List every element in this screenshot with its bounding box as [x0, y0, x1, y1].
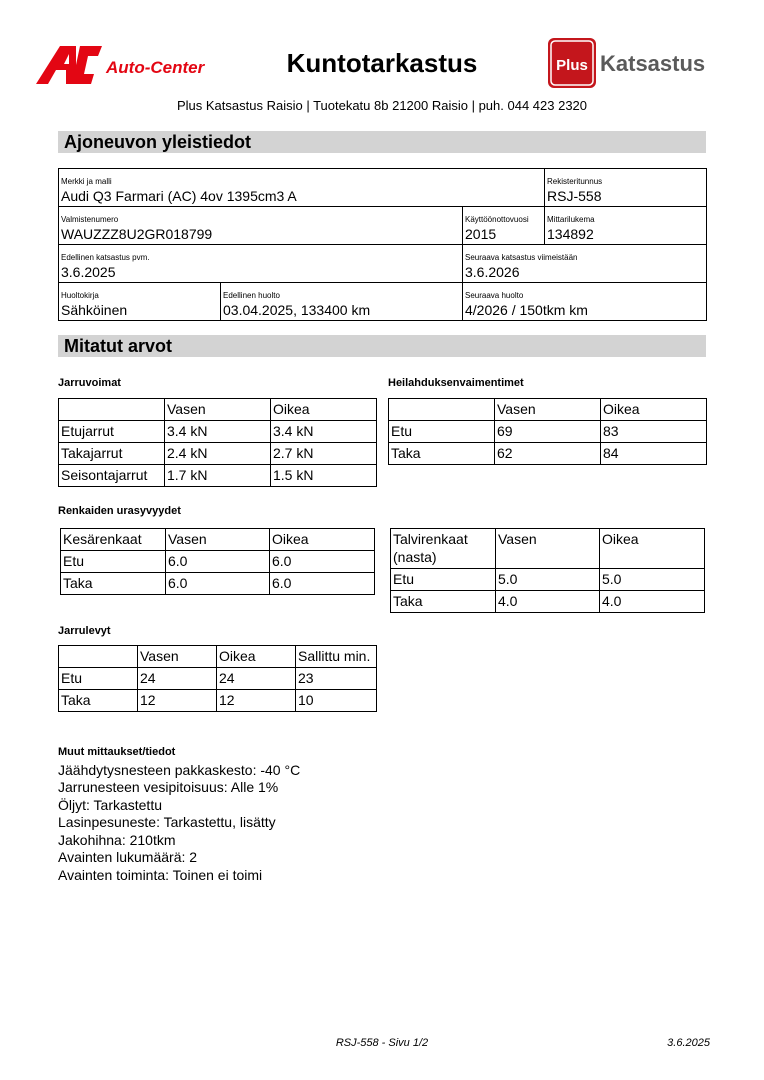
other-line: Jakohihna: 210tkm [58, 831, 176, 848]
brake-discs-table [58, 645, 377, 712]
table-row [59, 668, 377, 690]
next-service-cell [463, 283, 707, 321]
table-cell: 6.0 [270, 551, 375, 573]
next-service-value: 4/2026 / 150tkm km [465, 302, 588, 318]
odometer-cell [545, 207, 707, 245]
brakes-table [58, 398, 377, 487]
header-cell: Sallittu min. [296, 646, 377, 668]
table-row [389, 421, 707, 443]
header-cell [59, 399, 165, 421]
page-title: Kuntotarkastus [286, 48, 478, 78]
table-row [59, 443, 377, 465]
table-cell: 6.0 [166, 573, 270, 595]
reg-cell [545, 169, 707, 207]
header-cell: Oikea [270, 529, 375, 551]
table-header-row [59, 646, 377, 668]
header-cell [389, 399, 495, 421]
row-label: Taka [391, 591, 496, 613]
row-label: Takajarrut [59, 443, 165, 465]
other-measurements-title: Muut mittaukset/tiedot [58, 746, 176, 758]
last-inspection-cell [59, 245, 463, 283]
table-header-row [389, 399, 707, 421]
row-label: Taka [61, 573, 166, 595]
table-row [61, 573, 375, 595]
header-cell: Kesärenkaat [61, 529, 166, 551]
next-inspection-label: Seuraava katsastus viimeistään [465, 253, 578, 262]
table-cell: 6.0 [166, 551, 270, 573]
vin-cell [59, 207, 463, 245]
table-row [61, 551, 375, 573]
service-book-cell [59, 283, 221, 321]
table-cell: 6.0 [270, 573, 375, 595]
vehicle-info-grid [58, 168, 707, 321]
header-cell: Vasen [496, 529, 600, 569]
table-cell: 4.0 [600, 591, 705, 613]
table-row [59, 465, 377, 487]
last-inspection-label: Edellinen katsastus pvm. [61, 253, 150, 262]
table-cell: 5.0 [496, 569, 600, 591]
next-service-label: Seuraava huolto [465, 291, 524, 300]
row-label: Etu [59, 668, 138, 690]
section-heading-measured: Mitatut arvot [58, 335, 706, 357]
service-book-value: Sähköinen [61, 302, 128, 318]
table-header-row [61, 529, 375, 551]
make-model-label: Merkki ja malli [61, 177, 112, 186]
vin-label: Valmistenumero [61, 215, 119, 224]
header-cell: Vasen [138, 646, 217, 668]
table-cell: 1.7 kN [165, 465, 271, 487]
table-cell: 84 [601, 443, 707, 465]
winter-tires-table [390, 528, 705, 613]
other-line: Lasinpesuneste: Tarkastettu, lisätty [58, 814, 276, 830]
summer-tires-table [60, 528, 375, 595]
header-cell [59, 646, 138, 668]
vin-value: WAUZZZ8U2GR018799 [61, 226, 213, 242]
row-label: Etu [389, 421, 495, 443]
last-service-value: 03.04.2025, 133400 km [223, 302, 371, 318]
next-inspection-value: 3.6.2026 [465, 264, 520, 280]
table-cell: 3.4 kN [271, 421, 377, 443]
header-cell: Oikea [271, 399, 377, 421]
footer-date: 3.6.2025 [667, 1037, 710, 1049]
table-cell: 2.7 kN [271, 443, 377, 465]
brakes-title: Jarruvoimat [58, 377, 121, 389]
table-row [59, 421, 377, 443]
katsastus-wordmark: Katsastus [600, 51, 706, 76]
table-cell: 2.4 kN [165, 443, 271, 465]
header-cell: Oikea [217, 646, 296, 668]
shocks-table [388, 398, 707, 465]
table-row [59, 690, 377, 712]
row-label: Etu [61, 551, 166, 573]
odometer-value: 134892 [547, 226, 594, 242]
first-use-cell [463, 207, 545, 245]
shocks-title: Heilahduksenvaimentimet [388, 377, 524, 389]
last-service-label: Edellinen huolto [223, 291, 280, 300]
last-service-cell [221, 283, 463, 321]
other-line: Öljyt: Tarkastettu [58, 796, 163, 813]
footer-page-number: RSJ-558 - Sivu 1/2 [335, 1037, 429, 1049]
table-cell: 5.0 [600, 569, 705, 591]
plus-katsastus-logo [548, 38, 728, 90]
row-label: Taka [59, 690, 138, 712]
last-inspection-value: 3.6.2025 [61, 264, 116, 280]
table-cell: 24 [217, 668, 296, 690]
auto-center-wordmark: Auto-Center [106, 58, 205, 77]
header-cell: Vasen [166, 529, 270, 551]
plus-badge-text: Plus [556, 57, 588, 74]
table-cell: 24 [138, 668, 217, 690]
row-label: Etujarrut [59, 421, 165, 443]
section-heading-general: Ajoneuvon yleistiedot [58, 131, 706, 153]
table-cell: 10 [296, 690, 377, 712]
table-row [391, 591, 705, 613]
other-line: Avainten lukumäärä: 2 [58, 849, 198, 865]
header-cell: Talvirenkaat (nasta) [391, 529, 496, 569]
other-line: Avainten toiminta: Toinen ei toimi [58, 866, 263, 883]
table-row [391, 569, 705, 591]
other-measurements [58, 744, 300, 884]
table-cell: 62 [495, 443, 601, 465]
first-use-label: Käyttöönottovuosi [465, 215, 529, 224]
table-header-row [391, 529, 705, 569]
reg-label: Rekisteritunnus [547, 177, 603, 186]
table-cell: 3.4 kN [165, 421, 271, 443]
other-line: Jäähdytysnesteen pakkaskesto: -40 °C [58, 761, 301, 778]
discs-title: Jarrulevyt [58, 625, 111, 637]
table-cell: 83 [601, 421, 707, 443]
make-model-value: Audi Q3 Farmari (AC) 4ov 1395cm3 A [61, 188, 297, 204]
first-use-value: 2015 [465, 226, 497, 242]
station-address: Plus Katsastus Raisio | Tuotekatu 8b 21200 Raisio | puh. 044 423 2320 [176, 98, 588, 113]
row-label: Seisontajarrut [59, 465, 165, 487]
row-label: Taka [389, 443, 495, 465]
next-inspection-cell [463, 245, 707, 283]
tires-title: Renkaiden urasyvyydet [58, 505, 181, 517]
table-cell: 12 [138, 690, 217, 712]
table-row [389, 443, 707, 465]
table-cell: 4.0 [496, 591, 600, 613]
header-cell: Oikea [601, 399, 707, 421]
table-cell: 12 [217, 690, 296, 712]
header-cell: Oikea [600, 529, 705, 569]
header-cell: Vasen [165, 399, 271, 421]
table-cell: 69 [495, 421, 601, 443]
make-model-cell [59, 169, 545, 207]
row-label: Etu [391, 569, 496, 591]
other-line: Jarrunesteen vesipitoisuus: Alle 1% [58, 779, 279, 795]
odometer-label: Mittarilukema [547, 215, 595, 224]
reg-value: RSJ-558 [547, 188, 602, 204]
service-book-label: Huoltokirja [61, 291, 99, 300]
table-header-row [59, 399, 377, 421]
table-cell: 1.5 kN [271, 465, 377, 487]
table-cell: 23 [296, 668, 377, 690]
header-cell: Vasen [495, 399, 601, 421]
